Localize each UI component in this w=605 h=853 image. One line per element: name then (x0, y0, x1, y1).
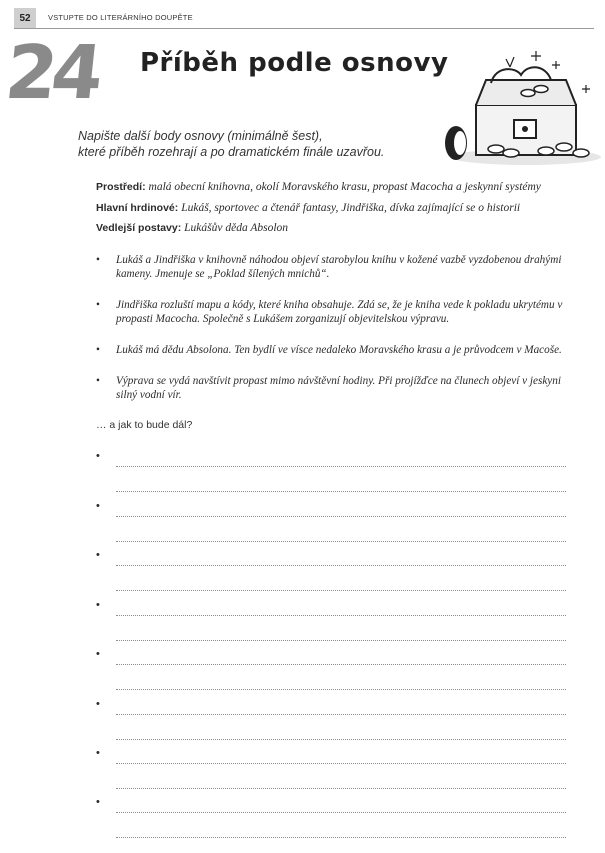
continuation-prompt: … a jak to bude dál? (96, 419, 193, 431)
outline-item (96, 298, 566, 326)
outline-item (96, 374, 566, 402)
answer-slot[interactable] (96, 502, 566, 542)
exercise-number: 24 (1, 30, 102, 116)
outline-item-text: Lukáš a Jindřiška v knihovně náhodou objeví starobylou knihu v kožené vazbě vyzdobenou drahými kameny. Jmenuje se „Poklad šílených mnichů“. (116, 254, 562, 280)
instructions-line-1: Napište další body osnovy (minimálně šest), (78, 129, 323, 143)
setting-line (96, 181, 576, 193)
outline-item-text: Výprava se vydá navštívit propast mimo návštěvní hodiny. Při projížďce na člunech objeví v jeskyni silný vodní vír. (116, 375, 561, 401)
bullet-icon: • (96, 648, 100, 660)
outline-item (96, 253, 566, 281)
outline-list (96, 253, 566, 419)
bullet-icon: • (96, 549, 100, 561)
outline-item-text: Lukáš má dědu Absolona. Ten bydlí ve vísce nedaleko Moravského krasu a je průvodcem v Macoše. (116, 344, 562, 356)
outline-item (96, 343, 566, 357)
main-characters-label: Hlavní hrdinové: (96, 202, 179, 214)
side-characters-label: Vedlejší postavy: (96, 222, 182, 234)
writing-line[interactable] (116, 640, 566, 641)
treasure-chest-illustration (436, 45, 601, 170)
bullet-icon: • (96, 747, 100, 759)
answer-slot[interactable] (96, 551, 566, 591)
writing-line[interactable] (116, 516, 566, 517)
writing-line[interactable] (116, 812, 566, 813)
bullet-icon: • (96, 599, 100, 611)
writing-line[interactable] (116, 714, 566, 715)
outline-item-text: Jindřiška rozluští mapu a kódy, které kniha obsahuje. Zdá se, že je kniha vede k pokladu ukrytému v propasti Macocha. Společně s Lukášem zorganizují objevitelskou výpravu. (116, 299, 563, 325)
writing-line[interactable] (116, 565, 566, 566)
writing-line[interactable] (116, 615, 566, 616)
running-head: VSTUPTE DO LITERÁRNÍHO DOUPĚTE (48, 13, 193, 22)
answer-slot[interactable] (96, 650, 566, 690)
bullet-icon: • (96, 450, 100, 462)
answer-slot[interactable] (96, 452, 566, 492)
writing-line[interactable] (116, 837, 566, 838)
bullet-icon: • (96, 299, 100, 311)
bullet-icon: • (96, 796, 100, 808)
answer-slot[interactable] (96, 601, 566, 641)
answer-slot[interactable] (96, 700, 566, 740)
setting-label: Prostředí: (96, 181, 146, 193)
writing-line[interactable] (116, 491, 566, 492)
page-number: 52 (14, 8, 36, 28)
answer-slot[interactable] (96, 749, 566, 789)
writing-line[interactable] (116, 664, 566, 665)
answer-slot[interactable] (96, 798, 566, 838)
writing-line[interactable] (116, 466, 566, 467)
bullet-icon: • (96, 698, 100, 710)
main-characters-line (96, 202, 576, 214)
instructions-line-2: které příběh rozehrají a po dramatickém finále uzavřou. (78, 145, 385, 159)
writing-line[interactable] (116, 763, 566, 764)
header-divider (14, 28, 594, 29)
writing-line[interactable] (116, 739, 566, 740)
exercise-title: Příběh podle osnovy (140, 48, 449, 78)
bullet-icon: • (96, 254, 100, 266)
side-characters-line (96, 222, 576, 234)
bullet-icon: • (96, 375, 100, 387)
exercise-instructions (78, 128, 423, 160)
bullet-icon: • (96, 344, 100, 356)
setting-value: malá obecní knihovna, okolí Moravského krasu, propast Macocha a jeskynní systémy (148, 181, 541, 193)
writing-line[interactable] (116, 788, 566, 789)
writing-line[interactable] (116, 590, 566, 591)
side-characters-value: Lukášův děda Absolon (184, 222, 289, 234)
main-characters-value: Lukáš, sportovec a čtenář fantasy, Jindřiška, dívka zajímající se o historii (181, 202, 521, 214)
writing-line[interactable] (116, 541, 566, 542)
bullet-icon: • (96, 500, 100, 512)
writing-line[interactable] (116, 689, 566, 690)
